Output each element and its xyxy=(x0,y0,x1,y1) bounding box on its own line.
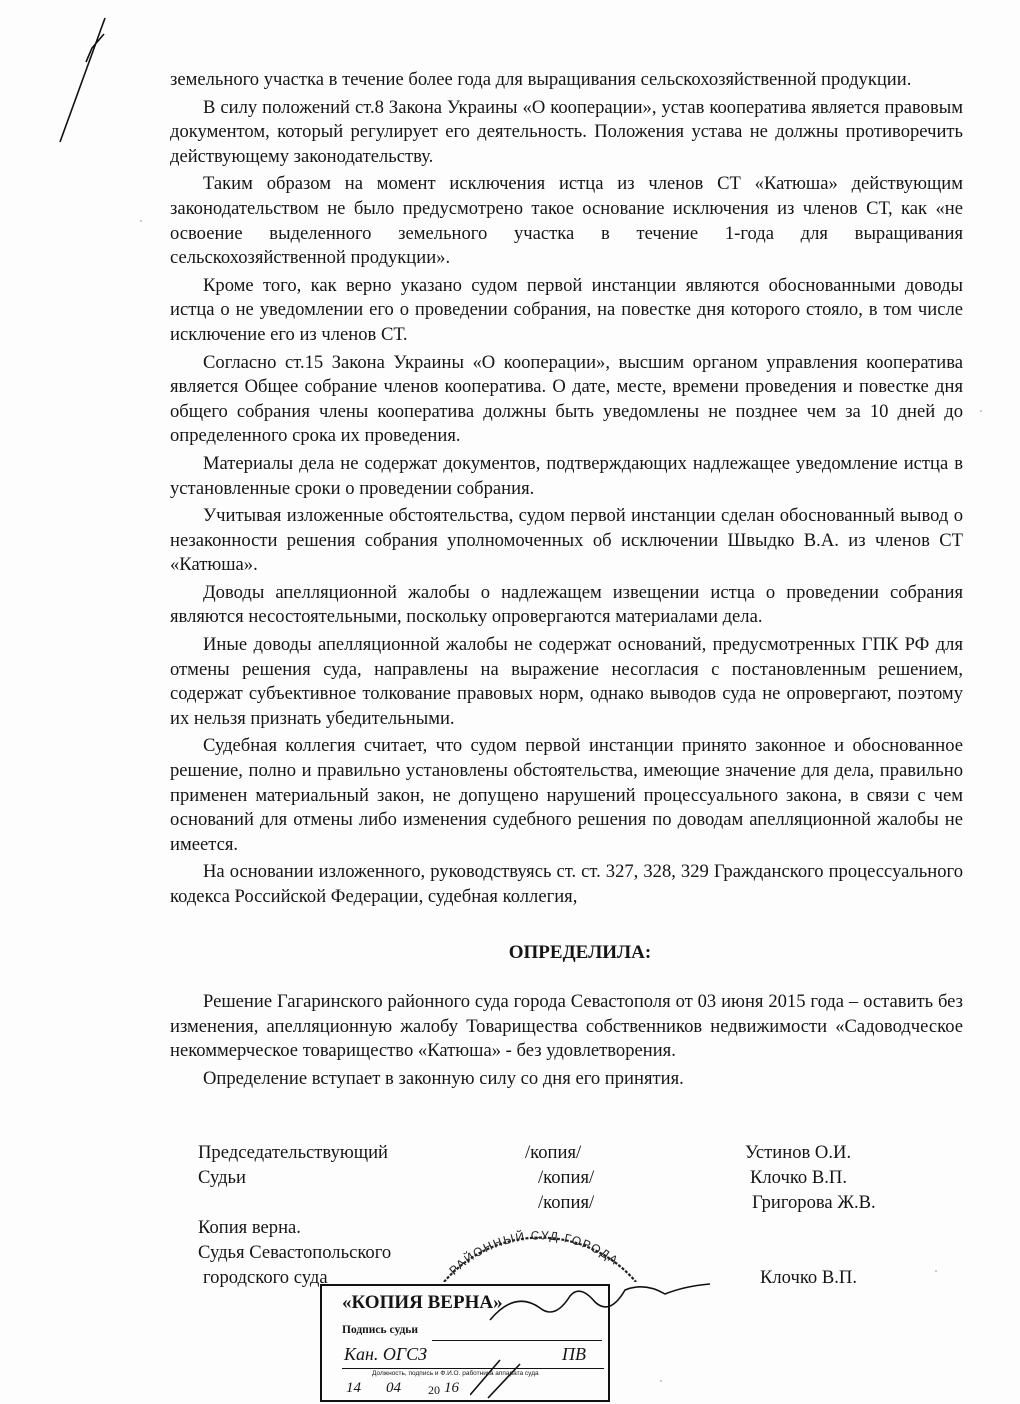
copy-mark-1: /копия/ xyxy=(525,1142,582,1163)
certify-name: Клочко В.П. xyxy=(760,1267,858,1288)
certify-line-1: Копия верна. xyxy=(198,1217,301,1238)
paragraph-4: Кроме того, как верно указано судом первой инстанции являются обоснованными доводы истца о не уведомлении его о проведении собрания, на повестке дня которого стояло, в том числе исключение его из членов СТ. xyxy=(170,274,963,345)
paragraph-10: Судебная коллегия считает, что судом первой инстанции принято законное и обоснованное решение, полно и правильно установлены обстоятельства, имеющие значение для дела, правильно применен материальный закон, не допущено нарушений процессуального закона, в связи с чем оснований для отмены либо изменения судебного решения по доводам апелляционной жалобы не имеется. xyxy=(170,735,963,855)
stamp-month: 04 xyxy=(386,1380,401,1396)
stamp-year-suffix: 16 xyxy=(444,1380,459,1396)
judges-label: Судьи xyxy=(198,1167,246,1188)
paragraph-6: Материалы дела не содержат документов, подтверждающих надлежащее уведомление истца в установленные сроки о проведении собрания. xyxy=(170,452,963,499)
copy-mark-2: /копия/ xyxy=(538,1167,595,1188)
stamp-day: 14 xyxy=(346,1380,361,1396)
seal-text: РАЙОННЫЙ СУД ГОРОДА xyxy=(446,1228,622,1278)
signature-underline xyxy=(432,1340,602,1341)
stamp-signature-label: Подпись судьи xyxy=(342,1324,418,1336)
svg-text:РАЙОННЫЙ СУД ГОРОДА xyxy=(446,1228,621,1278)
certify-line-2: Судья Севастопольского xyxy=(198,1242,392,1263)
paragraph-7: Учитывая изложенные обстоятельства, судом первой инстанции сделан обоснованный вывод о незаконности решения собрания уполномоченных об исключении Швыдко В.А. из членов СТ «Катюша». xyxy=(170,505,963,576)
copy-mark-3: /копия/ xyxy=(538,1192,595,1213)
ruling-paragraph-1: Решение Гагаринского районного суда города Севастополя от 03 июня 2015 года – оставить без изменения, апелляционную жалобу Товарищества собственников недвижимости «Садоводческое некоммерческое товарищество «Катюша» - без удовлетворения. xyxy=(170,991,963,1062)
stamp-title: «КОПИЯ ВЕРНА» xyxy=(342,1292,503,1313)
judge1-name: Клочко В.П. xyxy=(750,1167,848,1188)
presiding-label: Председательствующий xyxy=(198,1142,388,1163)
copy-stamp xyxy=(320,1284,610,1402)
ruling-heading: ОПРЕДЕЛИЛА: xyxy=(508,942,652,963)
scan-speck xyxy=(140,220,142,222)
body-text xyxy=(170,68,963,910)
pen-mark-icon xyxy=(0,0,120,160)
scan-speck xyxy=(935,1270,937,1272)
paragraph-11: На основании изложенного, руководствуясь ст. ст. 327, 328, 329 Гражданского процессуального кодекса Российской Федерации, судебная коллегия, xyxy=(170,861,963,907)
court-seal-icon xyxy=(440,1222,640,1282)
judge2-name: Григорова Ж.В. xyxy=(752,1192,876,1213)
paragraph-9: Иные доводы апелляционной жалобы не содержат оснований, предусмотренных ГПК РФ для отмены решения суда, направлены на выражение несогласия с постановленным решением, содержат субъективное толкование правовых норм, однако выводов суда не опровергают, поэтому их нельзя признать убедительными. xyxy=(170,634,963,729)
presiding-name: Устинов О.И. xyxy=(745,1142,852,1163)
handwritten-position: Кан. ОГСЗ xyxy=(344,1344,428,1364)
paragraph-1: земельного участка в течение более года для выращивания сельскохозяйственной продукции. xyxy=(170,69,912,90)
paragraph-3: Таким образом на момент исключения истца из членов СТ «Катюша» действующим законодательством не было предусмотрено такое основание исключения из членов СТ, как «не освоение выделенного земельного участка в течение 1-года для выращивания сельскохозяйственной продукции». xyxy=(170,173,963,269)
paragraph-8: Доводы апелляционной жалобы о надлежащем извещении истца о проведении собрания являются несостоятельными, поскольку опровергаются материалами дела. xyxy=(170,581,963,628)
ruling-paragraph-2: Определение вступает в законную силу со дня его принятия. xyxy=(203,1067,684,1089)
scan-speck xyxy=(660,1380,662,1382)
certify-line-3: городского суда xyxy=(203,1267,328,1288)
handwritten-initials: ПВ xyxy=(562,1344,586,1364)
stamp-caption: Должность, подпись и Ф.И.О. работника аппарата суда xyxy=(372,1370,539,1377)
ruling-text xyxy=(170,990,963,1091)
stamp-year-prefix: 20 xyxy=(428,1383,440,1397)
paragraph-2: В силу положений ст.8 Закона Украины «О кооперации», устав кооператива является правовым документом, который регулирует его деятельность. Положения устава не должны противоречить действующему законодательству. xyxy=(170,96,963,167)
paragraph-5: Согласно ст.15 Закона Украины «О кооперации», высшим органом управления кооператива является Общее собрание членов кооператива. О дате, месте, времени проведения и повестке дня общего собрания члены кооператива должны быть уведомлены не позднее чем за 10 дней до определенного срока их проведения. xyxy=(170,351,963,447)
scan-speck xyxy=(980,410,982,412)
position-underline xyxy=(342,1368,604,1369)
